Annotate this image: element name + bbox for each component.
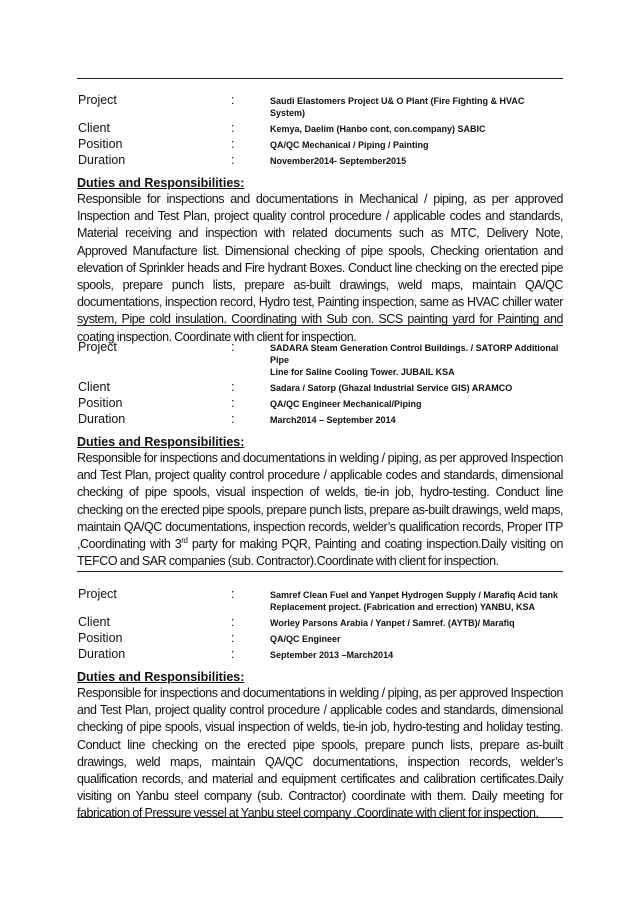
position-label: Position xyxy=(78,396,123,410)
position-row xyxy=(77,395,563,411)
colon: : xyxy=(231,121,235,135)
client-row xyxy=(77,120,563,136)
duration-label: Duration xyxy=(78,412,126,426)
client-label: Client xyxy=(78,615,110,629)
client-value: Sadara / Satorp (Ghazal Industrial Service GIS) ARAMCO xyxy=(270,382,513,393)
duration-label: Duration xyxy=(78,647,126,661)
colon: : xyxy=(231,412,235,426)
client-row xyxy=(77,614,563,630)
colon: : xyxy=(231,340,235,354)
colon: : xyxy=(231,615,235,629)
position-row xyxy=(77,630,563,646)
position-label: Position xyxy=(78,137,123,151)
duration-value: September 2013 –March2014 xyxy=(270,649,394,660)
colon: : xyxy=(231,587,235,601)
client-label: Client xyxy=(78,380,110,394)
position-label: Position xyxy=(78,631,123,645)
colon: : xyxy=(231,647,235,661)
divider-line xyxy=(77,78,563,79)
duties-text: Responsible for inspections and documentations in Mechanical / piping, as per approved Inspection and Test Plan, project quality control procedure / applicable codes and standards, Material receiving and inspection with related documents such as MTC, Delivery Note, Approved Manufacture list. Dimensional checking of pipe spools, Checking orientation and elevation of Sprinkler heads and Fire hydrant Boxes. Conduct line checking on the erected pipe spools, prepare punch lists, prepare as-built drawings, weld maps, maintain QA/QC documentations, inspection record, Hydro test, Painting inspection, same as HVAC chiller water system, Pipe cold insulation. Coordinating with Sub con. SCS painting yard for Painting and coating inspection. Coordinate with client for inspection. xyxy=(77,192,563,344)
project-value: Saudi Elastomers Project U& O Plant (Fire Fighting & HVAC System) xyxy=(270,95,525,118)
colon: : xyxy=(231,137,235,151)
project-value: Samref Clean Fuel and Yanpet Hydrogen Supply / Marafiq Acid tank Replacement project. (Fabrication and errection) YANBU, KSA xyxy=(270,589,559,612)
duties-heading: Duties and Responsibilities: xyxy=(77,670,245,684)
project-row xyxy=(77,92,563,120)
duties-text-part: Responsible for inspections and documentations in welding / piping, as per approved Inspection and Test Plan, project quality control procedure / applicable codes and standards, dimensional checking of pipe spools, visual inspection of welds, tie-in job, hydro-testing. Conduct line checking on the erected pipe spools, prepare punch lists, prepare as-built drawings, weld maps, maintain QA/QC documentations, inspection records, welder’s qualification records, Proper ITP ,Coordinating with 3 xyxy=(77,451,563,552)
project-row xyxy=(77,339,563,379)
duration-label: Duration xyxy=(78,153,126,167)
duties-heading: Duties and Responsibilities: xyxy=(77,176,245,190)
experience-entry xyxy=(77,339,563,570)
colon: : xyxy=(231,631,235,645)
duration-row xyxy=(77,411,563,427)
ordinal-suffix: rd xyxy=(181,535,188,545)
experience-entry xyxy=(77,92,563,346)
duties-heading: Duties and Responsibilities: xyxy=(77,435,245,449)
project-row xyxy=(77,586,563,614)
duties-text xyxy=(77,450,563,570)
project-value: SADARA Steam Generation Control Buildings. / SATORP Additional Pipe Line for Saline Cooling Tower. JUBAIL KSA xyxy=(270,342,559,377)
colon: : xyxy=(231,396,235,410)
client-value: Kemya, Daelim (Hanbo cont, con.company) SABIC xyxy=(270,123,486,134)
client-value: Worley Parsons Arabia / Yanpet / Samref. (AYTB)/ Marafiq xyxy=(270,617,515,628)
experience-entry xyxy=(77,586,563,823)
position-row xyxy=(77,136,563,152)
client-label: Client xyxy=(78,121,110,135)
duration-row xyxy=(77,152,563,168)
duration-value: November2014- September2015 xyxy=(270,155,407,166)
colon: : xyxy=(231,153,235,167)
position-value: QA/QC Mechanical / Piping / Painting xyxy=(270,139,429,150)
duties-text: Responsible for inspections and documentations in welding / piping, as per approved Inspection and Test Plan, project quality control procedure / applicable codes and standards, dimensional checking of pipe spools, visual inspection of welds, tie-in job, hydro-testing and holiday testing. Conduct line checking on the erected pipe spools, prepare punch lists, prepare as-built drawings, weld maps, maintain QA/QC documentations, inspection records, welder’s qualification records, and material and equipment certificates and calibration certificates.Daily visiting on Yanbu steel company (sub. Contractor) coordinate with them. Daily meeting for fabrication of Pressure vessel at Yanbu steel company .Coordinate with client for inspection. xyxy=(77,686,563,821)
duration-value: March2014 – September 2014 xyxy=(270,414,396,425)
colon: : xyxy=(231,93,235,107)
position-value: QA/QC Engineer xyxy=(270,633,341,644)
client-row xyxy=(77,379,563,395)
project-label: Project xyxy=(78,587,117,601)
project-label: Project xyxy=(78,340,117,354)
position-value: QA/QC Engineer Mechanical/Piping xyxy=(270,398,422,409)
colon: : xyxy=(231,380,235,394)
divider-line xyxy=(77,571,563,572)
project-label: Project xyxy=(78,93,117,107)
duration-row xyxy=(77,646,563,662)
duties-text-part: party for making PQR, Painting and coating inspection.Daily visiting on TEFCO and SAR companies (sub. Contractor).Coordinate with client for inspection. xyxy=(77,537,563,569)
